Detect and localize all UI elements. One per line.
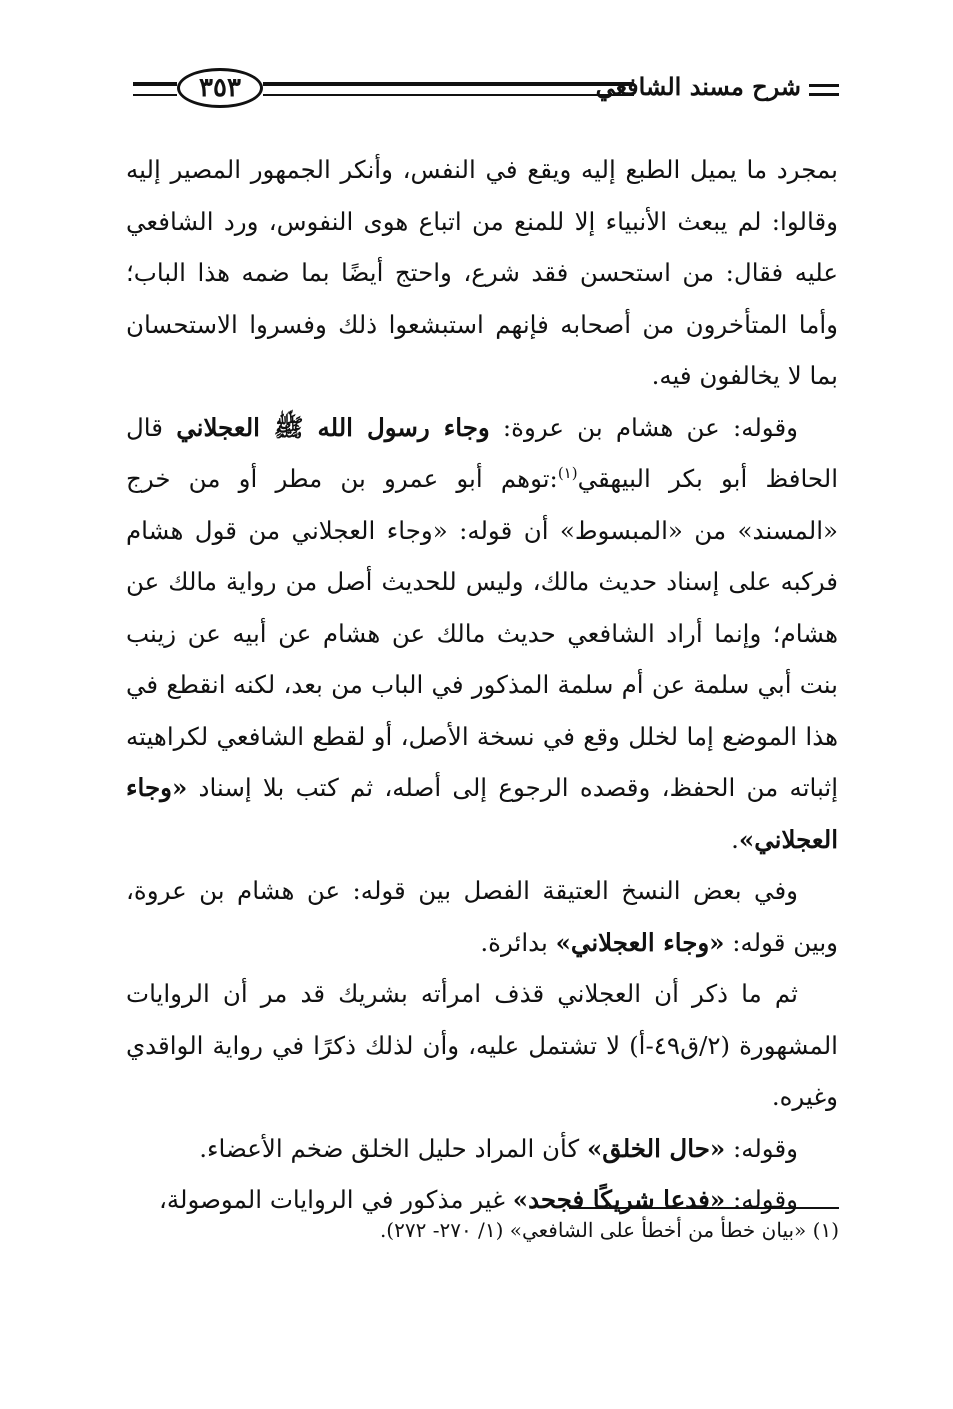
header-rule (263, 82, 634, 96)
text-segment: كأن المراد حليل الخلق ضخم الأعضاء. (199, 1133, 587, 1163)
footnote-divider (569, 1207, 839, 1209)
footnote: (١) «بيان خطأ من أخطأ على الشافعي» (١/ ٢٧٠- ٢٧٢). (379, 1218, 839, 1242)
text-segment: غير مذكور في الروايات الموصولة، (158, 1185, 513, 1214)
text-segment: :توهم أبو عمرو بن مطر أو من خرج «المسند» من «المبسوط» أن قوله: «وجاء العجلاني من قول هشام فركبه على إسناد حديث مالك، وليس للحديث أصل من رواية مالك عن هشام؛ وإنما أراد الشافعي حديث مالك عن هشام عن أبيه عن زينب بنت أبي سلمة عن أم سلمة المذكور في الباب من بعد، لكنه انقطع في هذا الموضع إما لخلل وقع في نسخة الأصل، أو لقطع الشافعي لكراهيته إثباته من الحفظ، وقصده الرجوع إلى أصله، ثم كتب بلا إسناد (126, 464, 838, 802)
bold-quote: «حال الخلق» (586, 1133, 726, 1163)
paragraph (126, 402, 838, 866)
text-segment: ثم ما ذكر أن العجلاني قذف امرأته بشريك قد مر أن الروايات المشهورة (٢/ق٤٩-أ) لا تشتمل عليه، وأن لذلك ذكرًا في رواية الواقدي وغيره. (126, 979, 838, 1111)
text-segment: بدائرة. (480, 927, 556, 957)
text-segment: وقوله: عن هشام بن عروة: (489, 412, 799, 442)
bold-quote: «فدعا شريكًا فجحد» (512, 1185, 726, 1214)
book-title: شرح مسند الشافعي (595, 72, 801, 101)
main-text (126, 144, 838, 1226)
text-segment: وقوله: (725, 1185, 798, 1214)
paragraph (126, 968, 838, 1123)
page-header (133, 62, 839, 118)
text-segment: . (731, 824, 739, 854)
text-segment: بمجرد ما يميل الطبع إليه ويقع في النفس، وأنكر الجمهور المصير إليه وقالوا: لم يبعث الأنبياء إلا للمنع من اتباع هوى النفوس، ورد الشافعي عليه فقال: من استحسن فقد شرع، واحتج أيضًا بما ضمه هذا الباب؛ وأما المتأخرون من أصحابه فإنهم استبشعوا ذلك وفسروا الاستحسان بما لا يخالفون فيه. (126, 155, 838, 390)
bold-quote: «وجاء العجلاني» (126, 773, 838, 854)
text-segment: قال الحافظ أبو بكر البيهقي (126, 412, 839, 493)
footnote-marker: (١) (557, 463, 578, 482)
text-segment: وفي بعض النسخ العتيقة الفصل بين قوله: عن هشام بن عروة، وبين قوله: (126, 876, 838, 957)
text-segment: وقوله: (725, 1133, 798, 1163)
paragraph (126, 865, 838, 968)
paragraph (126, 1123, 838, 1175)
paragraph (126, 144, 838, 402)
page-number: ٣٥٣ (177, 68, 263, 108)
bold-quote: «وجاء العجلاني» (555, 927, 725, 957)
bold-quote: وجاء رسول الله ﷺ العجلاني (176, 412, 490, 442)
header-rule-left (133, 82, 177, 96)
header-ornament-dash (809, 84, 839, 96)
